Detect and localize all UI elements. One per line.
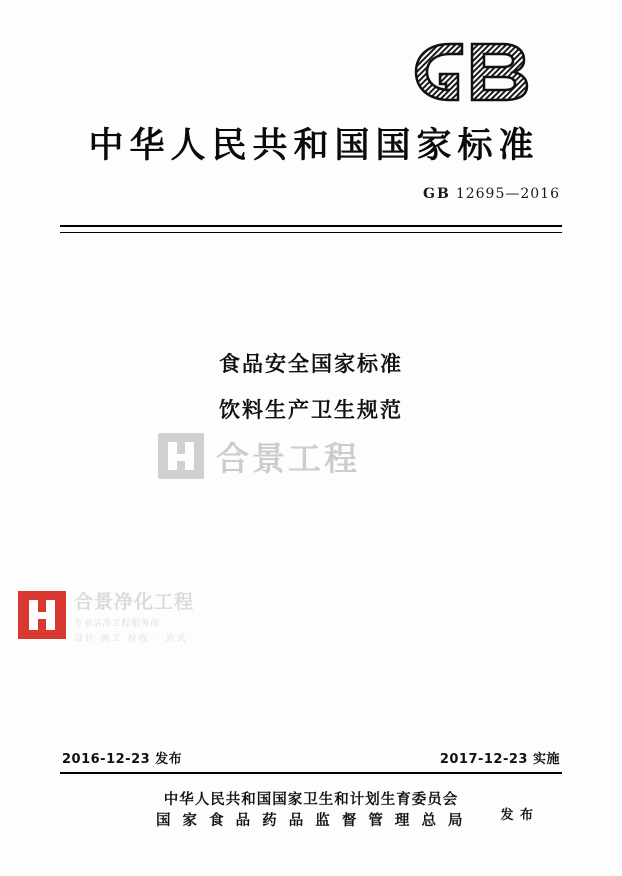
header-rule-thick: [60, 225, 562, 227]
left-watermark: [18, 584, 288, 646]
watermark-red-logo-icon: [18, 591, 66, 639]
center-watermark-text: 合景工程: [216, 438, 360, 478]
left-watermark-line1: 合景净化工程: [74, 590, 195, 613]
gb-emblem-icon: [406, 36, 546, 108]
agency-line-1: 中华人民共和国国家卫生和计划生育委员会: [163, 792, 459, 808]
standard-number: [0, 186, 622, 202]
subject-title-line1: 食品安全国家标准: [219, 352, 403, 376]
date-effective: 2017-12-23 实施: [439, 752, 560, 767]
page-title: 中华人民共和国国家标准: [88, 125, 540, 166]
watermark-logo-icon: [158, 433, 204, 479]
left-watermark-line2: 专业洁净工程服务商: [74, 618, 160, 629]
footer-rule: [60, 772, 562, 774]
date-issued: 2016-12-23 发布: [62, 752, 183, 767]
center-watermark: [158, 428, 468, 484]
left-watermark-lines: [74, 587, 194, 644]
left-watermark-line3: 设计 施工 验收 一站式: [74, 633, 188, 644]
standard-number-value: 12695—2016: [455, 186, 560, 202]
subject-title-line2: 饮料生产卫生规范: [219, 398, 403, 422]
standard-mark: GB: [423, 186, 451, 202]
publish-label: 发 布: [500, 808, 534, 823]
header-rule-thin: [60, 232, 562, 233]
agency-line-2: 国 家 食 品 药 品 监 督 管 理 总 局: [155, 813, 467, 829]
